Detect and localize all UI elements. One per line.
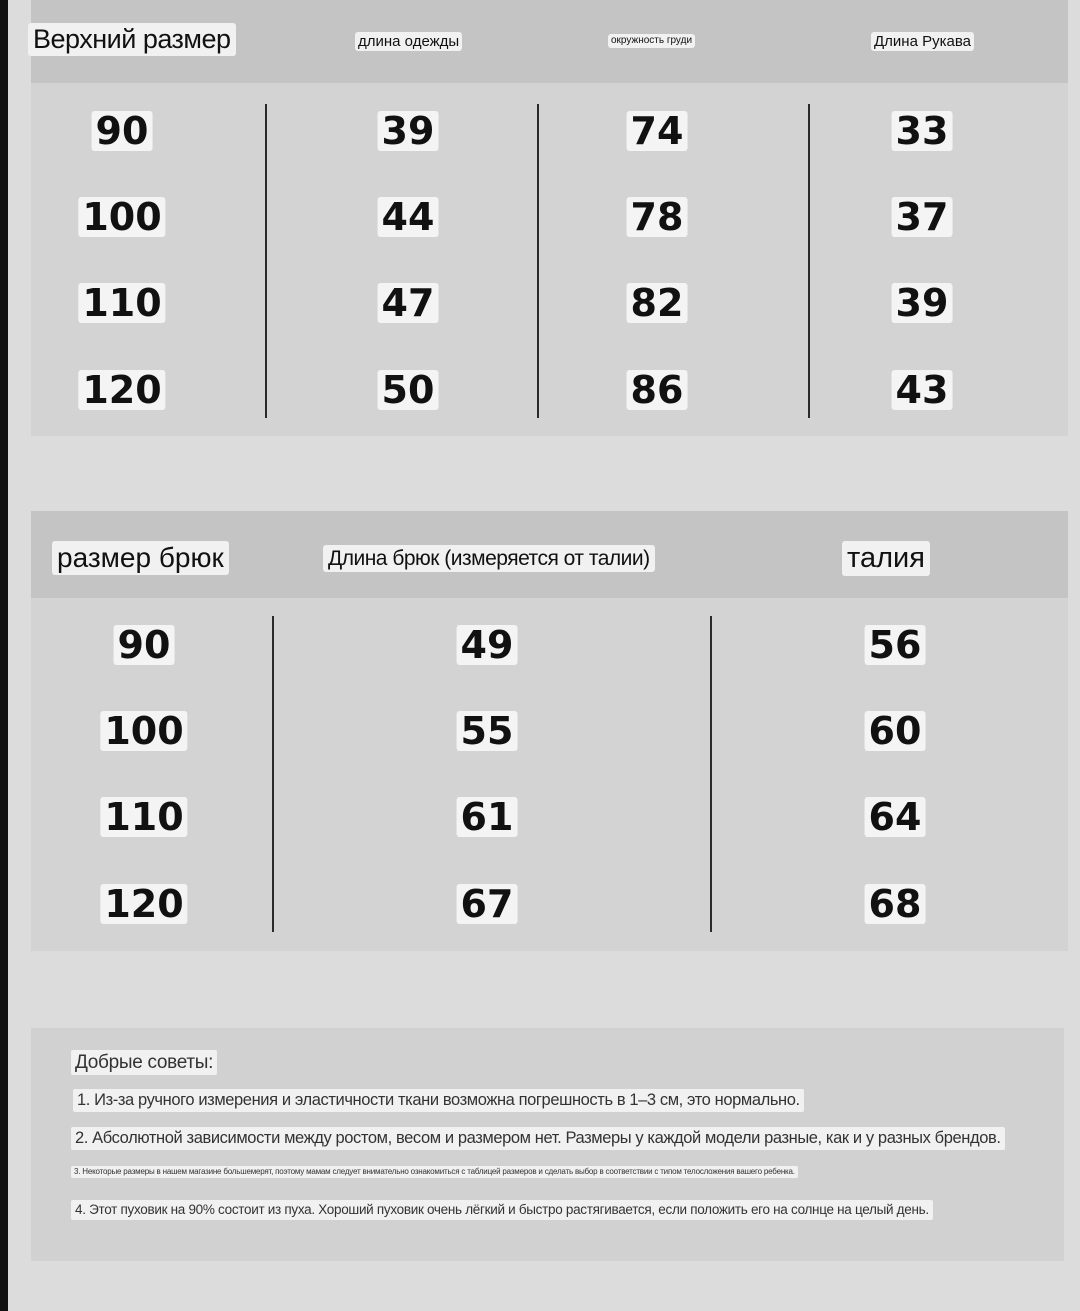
garment-length-cell: 47 — [378, 283, 439, 323]
column-divider — [272, 616, 274, 932]
header-garment-length: длина одежды — [355, 32, 462, 51]
tip-item: 2. Абсолютной зависимости между ростом, весом и размером нет. Размеры у каждой модели разные, как и у разных брендов. — [71, 1127, 1005, 1150]
pants-size-cell: 90 — [114, 625, 175, 665]
garment-length-cell: 50 — [378, 370, 439, 410]
pants-size-cell: 110 — [100, 797, 187, 837]
pants-table-body — [31, 598, 1068, 951]
tips-title: Добрые советы: — [71, 1050, 217, 1075]
pants-length-cell: 61 — [457, 797, 518, 837]
pants-size-cell: 100 — [100, 711, 187, 751]
pants-size-cell: 120 — [100, 884, 187, 924]
sleeve-length-cell: 43 — [892, 370, 953, 410]
chest-girth-cell: 86 — [627, 370, 688, 410]
pants-length-cell: 49 — [457, 625, 518, 665]
tip-item: 4. Этот пуховик на 90% состоит из пуха. Хороший пуховик очень лёгкий и быстро растягивается, если положить его на солнце на целый день. — [71, 1200, 933, 1220]
garment-length-cell: 39 — [378, 111, 439, 151]
top-size-cell: 100 — [78, 197, 165, 237]
chest-girth-cell: 74 — [627, 111, 688, 151]
top-size-cell: 120 — [78, 370, 165, 410]
pants-length-cell: 67 — [457, 884, 518, 924]
column-divider — [537, 104, 539, 418]
left-edge-bar — [0, 0, 8, 1311]
top-table-header — [31, 0, 1068, 83]
waist-cell: 68 — [865, 884, 926, 924]
header-chest-girth: окружность груди — [608, 34, 695, 48]
pants-size-table — [31, 511, 1068, 951]
sleeve-length-cell: 39 — [892, 283, 953, 323]
top-table-body — [31, 83, 1068, 436]
column-divider — [710, 616, 712, 932]
pants-table-header — [31, 511, 1068, 598]
chest-girth-cell: 82 — [627, 283, 688, 323]
tip-item: 3. Некоторые размеры в нашем магазине большемерят, поэтому мамам следует внимательно ознакомиться с таблицей размеров и сделать выбор в соответствии с типом телосложения вашего ребенка. — [71, 1166, 798, 1178]
sleeve-length-cell: 33 — [892, 111, 953, 151]
top-size-cell: 90 — [92, 111, 153, 151]
header-top-size: Верхний размер — [28, 23, 236, 56]
waist-cell: 56 — [865, 625, 926, 665]
column-divider — [808, 104, 810, 418]
top-size-table — [31, 0, 1068, 436]
header-pants-length: Длина брюк (измеряется от талии) — [323, 545, 655, 572]
waist-cell: 60 — [865, 711, 926, 751]
waist-cell: 64 — [865, 797, 926, 837]
sleeve-length-cell: 37 — [892, 197, 953, 237]
garment-length-cell: 44 — [378, 197, 439, 237]
header-pants-size: размер брюк — [52, 541, 229, 575]
header-sleeve-length: Длина Рукава — [871, 32, 974, 51]
top-size-cell: 110 — [78, 283, 165, 323]
header-waist: талия — [842, 541, 930, 576]
tip-item: 1. Из-за ручного измерения и эластичности ткани возможна погрешность в 1–3 см, это нормально. — [73, 1089, 804, 1112]
chest-girth-cell: 78 — [627, 197, 688, 237]
column-divider — [265, 104, 267, 418]
tips-box — [31, 1028, 1064, 1261]
pants-length-cell: 55 — [457, 711, 518, 751]
